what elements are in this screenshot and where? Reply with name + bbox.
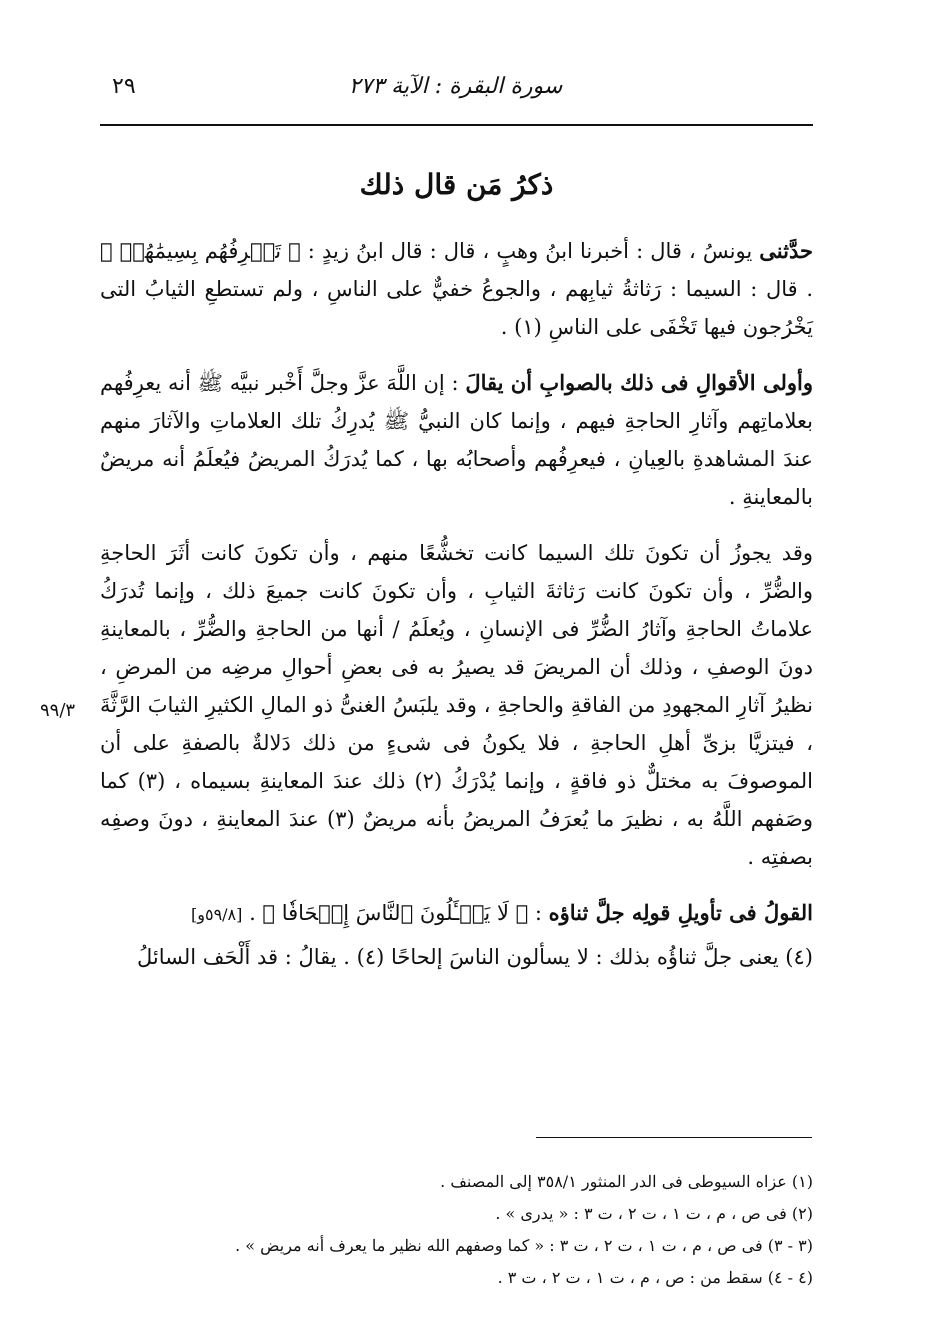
footnote: (٣ - ٣) فى ص ، م ، ت ١ ، ت ٢ ، ت ٣ : « كما وصفهم الله نظير ما يعرف أنه مريض » . <box>235 1236 813 1255</box>
paragraph-text: : ﴿ لَا يَسۡـَٔلُونَ ٱلنَّاسَ إِلۡحَافٗا ﴾ . <box>249 901 549 925</box>
page-header <box>100 74 811 114</box>
running-title: سورة البقرة : الآية ٢٧٣ <box>348 74 563 99</box>
paragraph-text: (٤) يعنى جلَّ ثناؤُه بذلك : لا يسألون الناسَ إلحاحًا (٤) . يقالُ : قد أَلْحَف السائلُ <box>137 945 813 969</box>
header-rule <box>100 124 813 126</box>
paragraph <box>100 232 813 346</box>
footnotes <box>100 1166 813 1294</box>
paragraph-lead: القولُ فى تأويلِ قولِه جلَّ ثناؤه <box>548 900 813 925</box>
section-title: ذكرُ مَن قال ذلك <box>359 168 554 201</box>
paragraph-lead: حدَّثنى <box>759 238 813 263</box>
paragraph-text: يونسُ ، قال : أخبرنا ابنُ وهبٍ ، قال : قال ابنُ زيدٍ : ﴿ تَعۡرِفُهُم بِسِيمَٰهُمۡ ﴾ . قال : السيما : رَثاثةُ ثيابِهم ، والجوعُ خفيٌّ على الناسِ ، ولم تستطعِ الثيابُ التى يَخْرُجون فيها تَخْفَى على الناسِ (١) . <box>100 239 813 339</box>
paragraph <box>100 364 813 516</box>
paragraph-lead: وأولى الأقوالِ فى ذلك بالصوابِ أن يقالَ <box>465 370 813 395</box>
page-number: ٢٩ <box>112 74 136 99</box>
paragraph <box>100 938 813 976</box>
footnote-rule <box>536 1137 812 1138</box>
paragraph <box>100 534 813 876</box>
body-text <box>100 232 813 994</box>
footnote: (٤ - ٤) سقط من : ص ، م ، ت ١ ، ت ٢ ، ت ٣ . <box>497 1268 813 1287</box>
footnote: (٢) فى ص ، م ، ت ١ ، ت ٢ ، ت ٣ : « يدرى » . <box>495 1204 813 1223</box>
paragraph <box>100 894 813 934</box>
folio-mark: [٥٩/٨و] <box>191 905 243 924</box>
paragraph-text: : إن اللَّهَ عزَّ وجلَّ أَخْبر نبيَّه ﷺ أنه يعرِفُهم بعلاماتِهم وآثارِ الحاجةِ فيهم ، وإنما كان النبيُّ ﷺ يُدرِكُ تلك العلاماتِ والآثارَ منهم عندَ المشاهدةِ بالعِيانِ ، فيعرِفُهم وأصحابُه بها ، كما يُدرَكُ المريضُ فيُعلَمُ أنه مريضٌ بالمعاينةِ . <box>100 371 813 509</box>
paragraph-text: وقد يجوزُ أن تكونَ تلك السيما كانت تخشُّعًا منهم ، وأن تكونَ كانت أثَرَ الحاجةِ والضُّرِّ ، وأن تكونَ كانت رَثاثةَ الثيابِ ، وأن تكونَ كانت جميعَ ذلك ، وإنما تُدرَكُ علاماتُ الحاجةِ وآثارُ الضُّرِّ فى الإنسانِ ، ويُعلَمُ / أنها من الحاجةِ والضُّرِّ ، بالمعاينةِ دونَ الوصفِ ، وذلك أن المريضَ قد يصيرُ به فى بعضِ أحوالِ مرضِه من المرضِ ، نظيرُ آثارِ المجهودِ من الفاقةِ والحاجةِ ، وقد يلبَسُ الغنىُّ ذو المالِ الكثيرِ الثيابَ الرَّثَّةَ ، فيتزيَّا بزىِّ أهلِ الحاجةِ ، فلا يكونُ فى شىءٍ من ذلك دَلالةٌ بالصفةِ على أن الموصوفَ به مختلٌّ ذو فاقةٍ ، وإنما يُدْرَكُ (٢) ذلك عندَ المعاينةِ بسيماه ، (٣) كما وصَفهم اللَّهُ به ، نظيرَ ما يُعرَفُ المريضُ بأنه مريضٌ (٣) عندَ المعاينةِ ، دونَ وصفِه بصفتِه . <box>100 541 814 869</box>
footnote: (١) عزاه السيوطى فى الدر المنثور ٣٥٨/١ إلى المصنف . <box>440 1172 813 1191</box>
margin-note: ٩٩/٣ <box>40 700 76 721</box>
